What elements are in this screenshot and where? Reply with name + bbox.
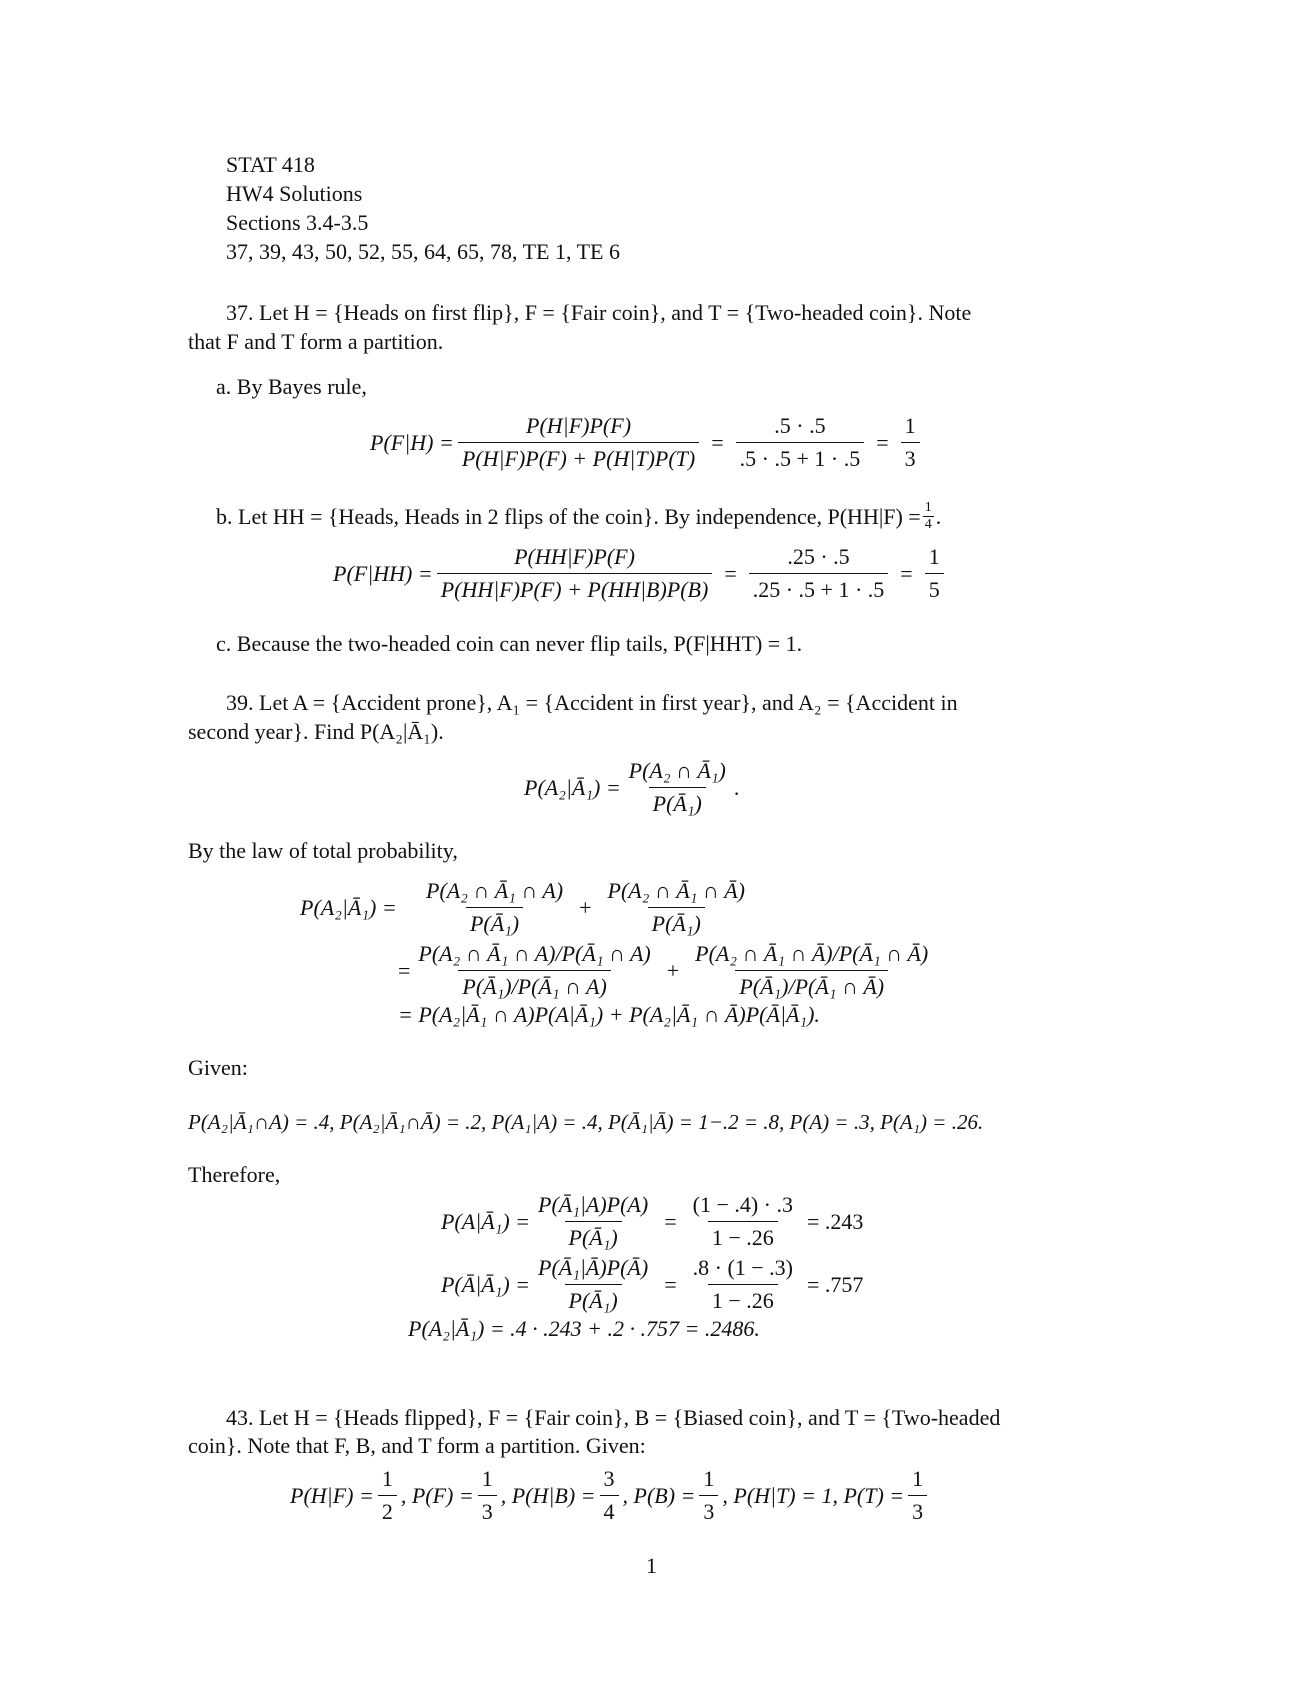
numerator: 1 [481, 1466, 493, 1491]
fraction [534, 1255, 652, 1314]
denominator: P(Ā₁) [565, 1284, 622, 1314]
header-block [226, 150, 620, 266]
denominator: P(Ā₁)/P(Ā₁ ∩ Ā) [735, 970, 888, 1000]
equals-sign: = [724, 560, 737, 586]
given-label: Given: [188, 1055, 248, 1080]
p39-final-computation [408, 1192, 864, 1342]
derivation-row [398, 941, 936, 1000]
numerator: .8 · (1 − .3) [692, 1255, 794, 1280]
eq-term: , P(B) = [622, 1482, 696, 1508]
p37-intro-line1: 37. Let H = {Heads on first flip}, F = {Fair coin}, and T = {Two-headed coin}. Note [226, 300, 972, 325]
numerator: P(A₂ ∩ Ā₁ ∩ A)/P(Ā₁ ∩ A) [418, 941, 651, 966]
eq-lhs: P(A₂|Ā₁) = [524, 774, 621, 800]
numerator: P(A₂ ∩ Ā₁ ∩ A) [426, 878, 564, 903]
fraction [625, 758, 730, 817]
page-number: 1 [646, 1553, 657, 1578]
numerator: P(Ā₁|Ā)P(Ā) [538, 1255, 649, 1280]
p37-bayes-equation [370, 413, 924, 472]
computation-row: P(A₂|Ā₁) = .4 · .243 + .2 · .757 = .2486. [408, 1316, 760, 1341]
numerator: 1 [912, 1466, 924, 1491]
p37-part-a-label: a. By Bayes rule, [216, 374, 367, 399]
numerator: 1 [928, 544, 940, 569]
document-title: HW4 Solutions [226, 181, 363, 206]
denominator: P(H|F)P(F) + P(H|T)P(T) [458, 442, 699, 472]
denominator: 3 [908, 1495, 927, 1525]
eq-term: , P(F) = [400, 1482, 474, 1508]
numerator: 1 [703, 1466, 715, 1491]
denominator: P(Ā₁) [466, 907, 523, 937]
p43-given-equation [290, 1466, 931, 1525]
result: = .757 [807, 1271, 864, 1297]
denominator: P(HH|F)P(F) + P(HH|B)P(B) [437, 573, 713, 603]
p43-intro-line1: 43. Let H = {Heads flipped}, F = {Fair coin}, B = {Biased coin}, and T = {Two-headed [226, 1405, 1001, 1430]
fraction [908, 1466, 927, 1525]
p37-part-c: c. Because the two-headed coin can never flip tails, P(F|HHT) = 1. [216, 631, 803, 656]
denominator: 2 [378, 1495, 397, 1525]
p39-total-prob-text: By the law of total probability, [188, 838, 458, 863]
sections-line: Sections 3.4-3.5 [226, 210, 369, 235]
numerator: P(Ā₁|A)P(A) [538, 1192, 649, 1217]
denominator: .5 · .5 + 1 · .5 [736, 442, 865, 472]
fraction [736, 413, 865, 472]
denominator: 3 [699, 1495, 718, 1525]
p43-intro-line2: coin}. Note that F, B, and T form a partition. Given: [188, 1433, 646, 1458]
period: . [935, 504, 942, 529]
denominator: .25 · .5 + 1 · .5 [749, 573, 889, 603]
fraction [414, 941, 654, 1000]
fraction [478, 1466, 497, 1525]
eq-lhs: P(A|Ā₁) = [440, 1208, 530, 1234]
fraction [901, 413, 920, 472]
eq-term: , P(H|T) = 1, P(T) = [722, 1482, 905, 1508]
p37-part-b-line [216, 501, 941, 532]
given-values: P(A₂|Ā₁∩A) = .4, P(A₂|Ā₁∩Ā) = .2, P(A₁|A) = .4, P(Ā₁|Ā) = 1−.2 = .8, P(A) = .3, P(A₁) = .26. [188, 1110, 984, 1134]
numerator: 3 [603, 1466, 615, 1491]
denominator: 4 [600, 1495, 619, 1525]
eq-lhs: P(F|H) = [370, 429, 454, 455]
numerator: P(A₂ ∩ Ā₁ ∩ Ā)/P(Ā₁ ∩ Ā) [695, 941, 929, 966]
plus-sign: + [666, 957, 680, 983]
fraction [699, 1466, 718, 1525]
equals-sign: = [876, 429, 889, 455]
equals-sign: = [711, 429, 724, 455]
eq-term: , P(H|B) = [500, 1482, 596, 1508]
part-b-text: b. Let HH = {Heads, Heads in 2 flips of the coin}. By independence, P(HH|F) = [216, 504, 921, 529]
numerator: 1 [924, 500, 932, 515]
equals-sign: = [398, 957, 411, 983]
p39-conditional-equation [524, 758, 739, 817]
denominator: P(Ā₁) [649, 787, 706, 817]
course-name: STAT 418 [226, 152, 315, 177]
numerator: P(A₂ ∩ Ā₁) [628, 758, 726, 783]
numerator: P(A₂ ∩ Ā₁ ∩ Ā) [607, 878, 745, 903]
numerator: .25 · .5 [787, 544, 850, 569]
fraction [378, 1466, 397, 1525]
period: . [733, 774, 740, 800]
fraction [691, 941, 932, 1000]
denominator: 1 − .26 [708, 1221, 778, 1251]
denominator: 5 [925, 573, 944, 603]
numerator: P(H|F)P(F) [526, 413, 632, 438]
eq-lhs: P(F|HH) = [333, 560, 433, 586]
equals-sign: = [664, 1271, 677, 1297]
therefore-text: Therefore, [188, 1162, 281, 1187]
plus-sign: + [579, 894, 592, 920]
numerator: P(HH|F)P(F) [514, 544, 635, 569]
fraction [422, 878, 567, 937]
equals-sign: = [900, 560, 913, 586]
denominator: P(Ā₁) [648, 907, 705, 937]
p39-intro-line2: second year}. Find P(A₂|Ā₁). [188, 719, 444, 744]
fraction [437, 544, 713, 603]
numerator: 1 [381, 1466, 393, 1491]
fraction [925, 544, 944, 603]
denominator: 3 [478, 1495, 497, 1525]
fraction [600, 1466, 619, 1525]
denominator: 3 [901, 442, 920, 472]
eq-term: P(H|F) = [290, 1482, 374, 1508]
result: = .243 [807, 1208, 864, 1234]
computation-row [418, 1192, 863, 1251]
fraction [534, 1192, 652, 1251]
p37-hh-equation [333, 544, 948, 603]
fraction [689, 1255, 797, 1314]
problem-list: 37, 39, 43, 50, 52, 55, 64, 65, 78, TE 1, TE 6 [226, 239, 620, 264]
computation-row [418, 1255, 863, 1314]
fraction [689, 1192, 797, 1251]
p39-intro-line1: 39. Let A = {Accident prone}, A₁ = {Accident in first year}, and A₂ = {Accident in [226, 690, 958, 715]
fraction [749, 544, 889, 603]
numerator: (1 − .4) · .3 [692, 1192, 794, 1217]
p37-intro-line2: that F and T form a partition. [188, 329, 444, 354]
fraction [458, 413, 699, 472]
denominator: P(Ā₁) [565, 1221, 622, 1251]
derivation-row: = P(A₂|Ā₁ ∩ A)P(A|Ā₁) + P(A₂|Ā₁ ∩ Ā)P(Ā|Ā₁). [398, 1002, 820, 1027]
eq-lhs: P(A₂|Ā₁) = [300, 894, 397, 920]
eq-lhs: P(Ā|Ā₁) = [440, 1271, 530, 1297]
numerator: 1 [904, 413, 916, 438]
equals-sign: = [664, 1208, 677, 1234]
derivation-row [300, 878, 936, 937]
small-fraction [923, 501, 934, 532]
numerator: .5 · .5 [774, 413, 826, 438]
fraction [604, 878, 749, 937]
denominator: 1 − .26 [708, 1284, 778, 1314]
p39-total-prob-derivation [300, 878, 936, 1028]
denominator: P(Ā₁)/P(Ā₁ ∩ A) [458, 970, 610, 1000]
denominator: 4 [924, 517, 932, 532]
